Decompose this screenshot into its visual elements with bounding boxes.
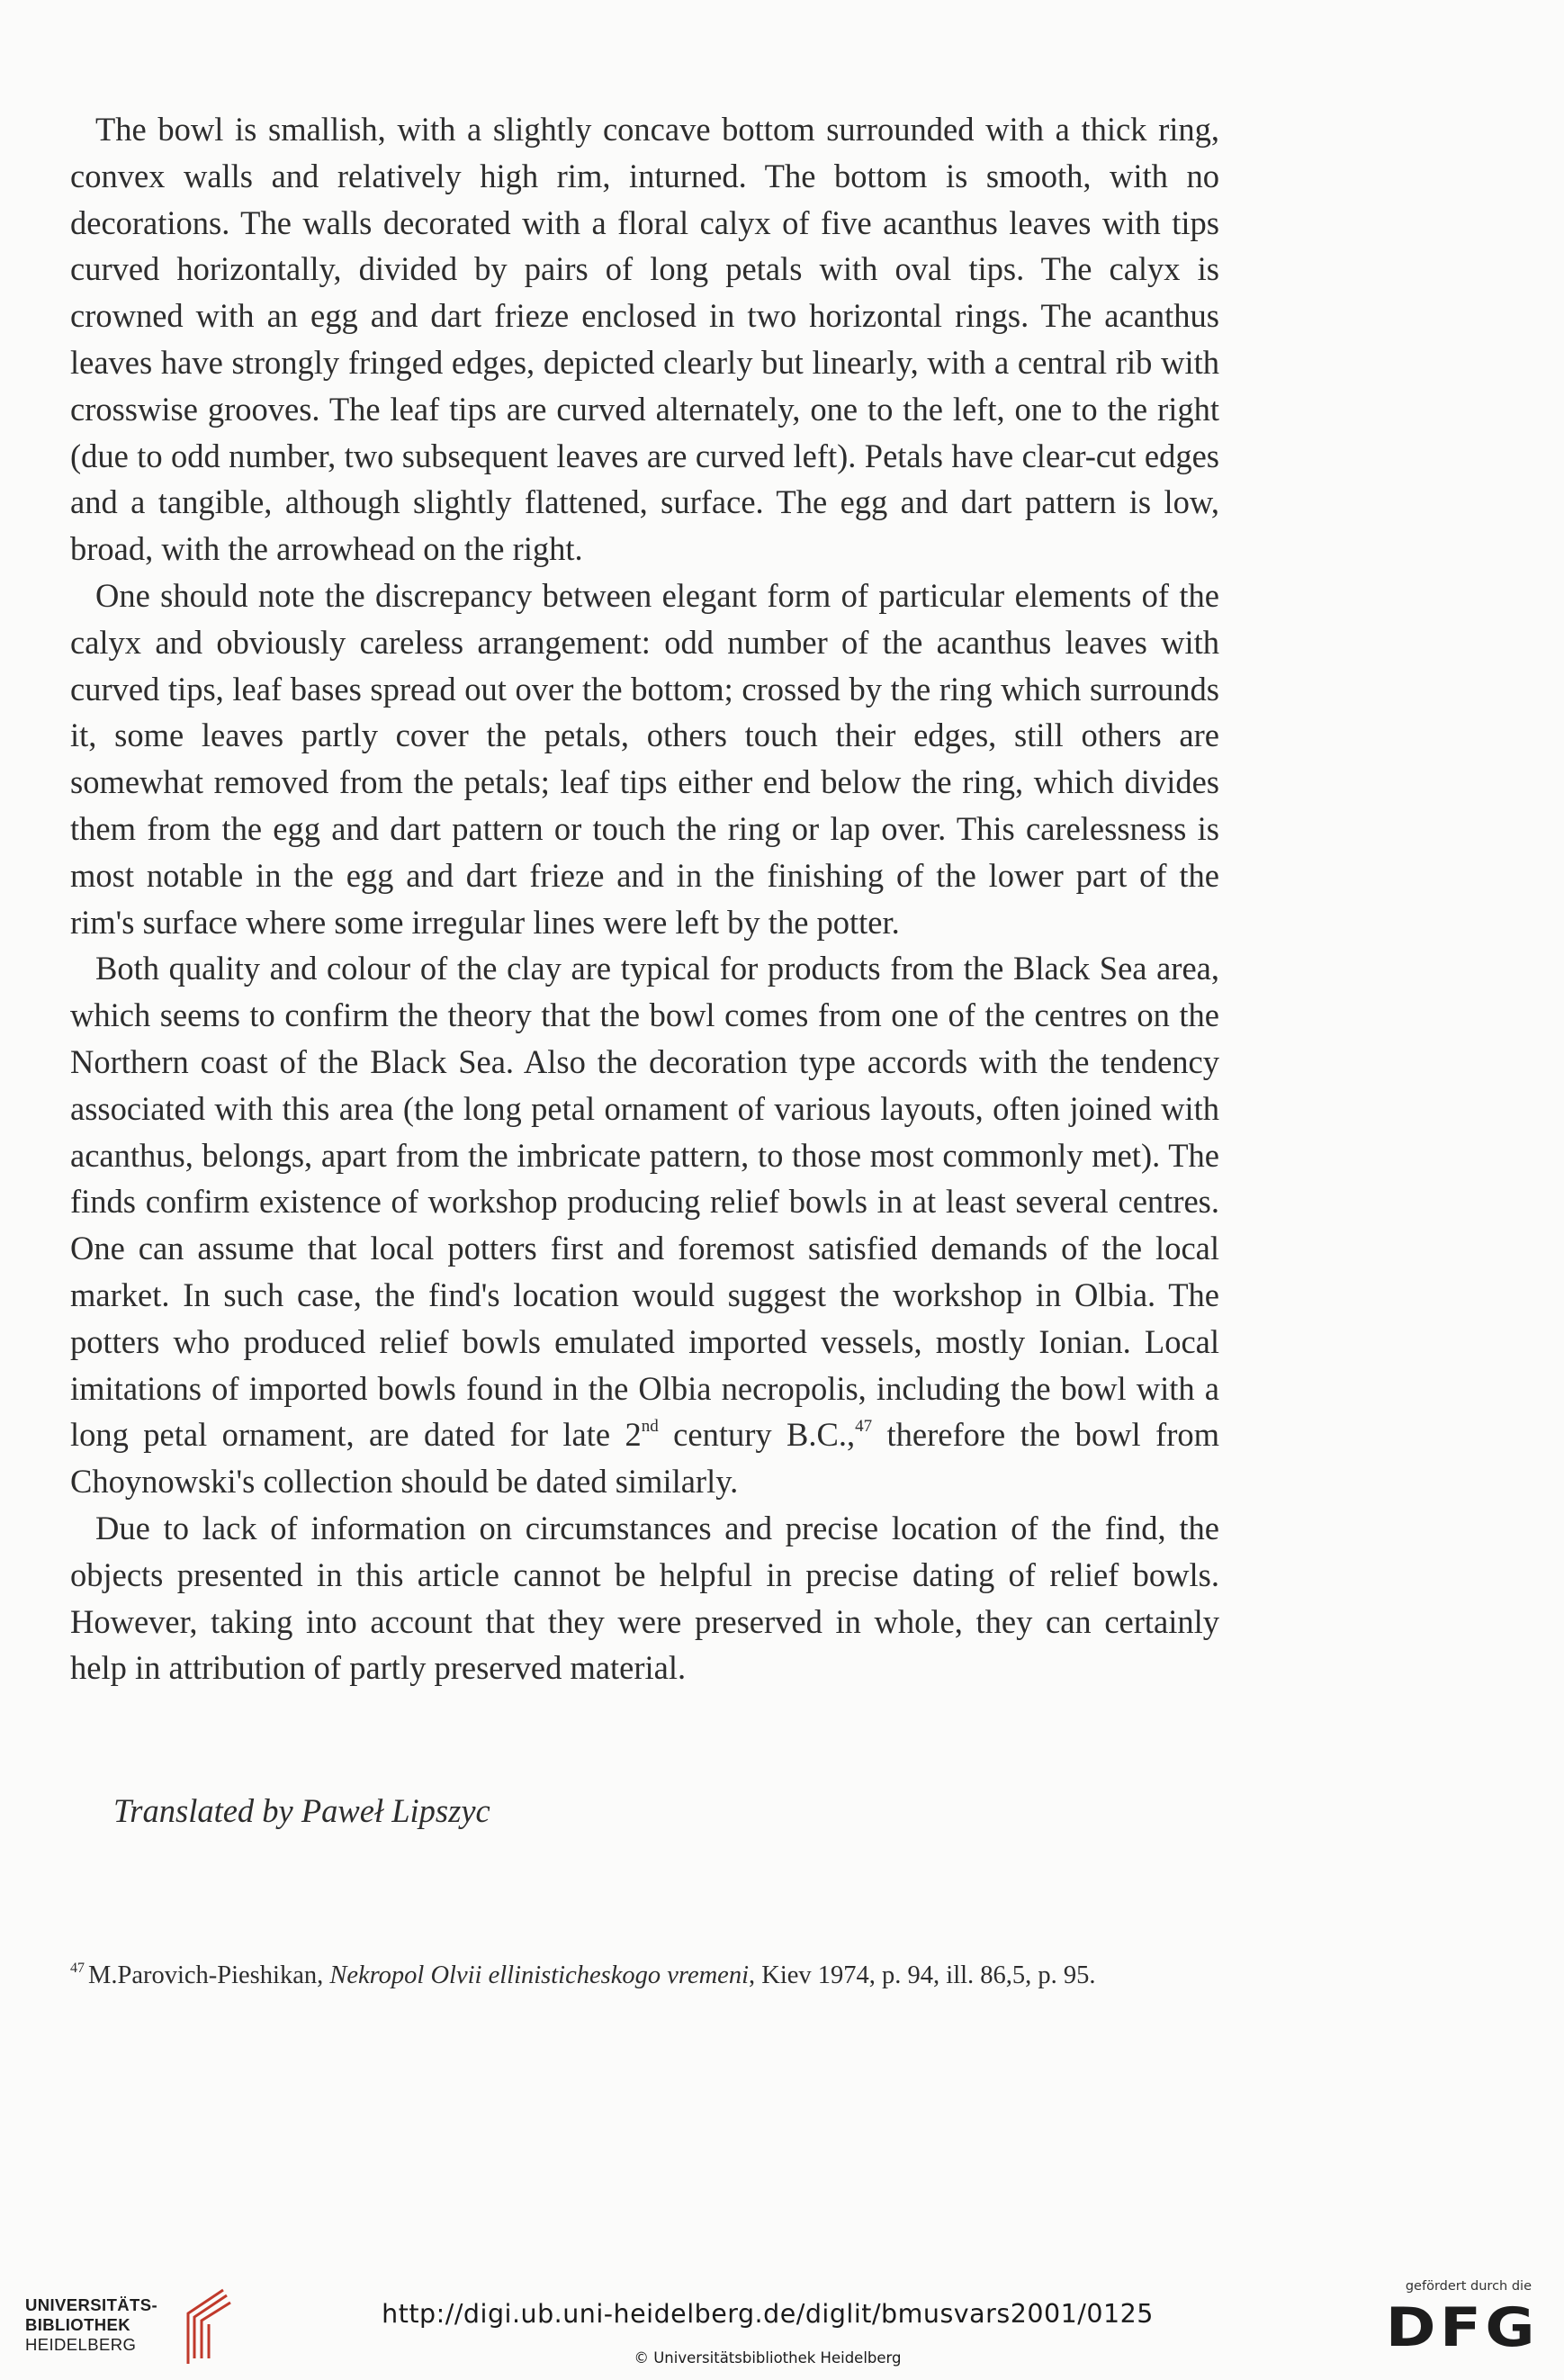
- page-footer: [0, 2272, 1564, 2380]
- copyright-notice: [0, 2349, 1564, 2366]
- footnote-title: Nekropol Olvii ellinisticheskogo vremeni: [329, 1961, 749, 1989]
- library-name-line-3: HEIDELBERG: [25, 2335, 137, 2354]
- paragraph-4: Due to lack of information on circumstances and precise location of the find, the objects presented in this article cannot be helpful in precise dating of relief bowls. However, taking into account that they were preserved in whole, they can certainly help in attribution of partly preserved material.: [70, 1509, 1219, 1687]
- paragraph-3-part-1: Both quality and colour of the clay are typical for products from the Black Sea area, which seems to confirm the theory that the bowl comes from one of the centres on the Northern coast of the Black Sea. Also the decoration type accords with the tendency associated with this area (the long petal ornament of various layouts, often joined with acanthus, belongs, apart from the imbricate pattern, to those most commonly met). The finds confirm existence of workshop producing relief bowls in at least several centres. One can assume that local potters first and foremost satisfied demands of the local market. In such case, the find's location would suggest the workshop in Olbia. The potters who produced relief bowls emulated imported vessels, mostly Ionian. Local imitations of imported bowls found in the Olbia necropolis, including the bowl with a long petal ornament, are dated for late 2: [70, 950, 1219, 1454]
- ordinal-suffix: nd: [641, 1417, 659, 1437]
- footnote-number: 47: [70, 1961, 85, 1976]
- permalink-text[interactable]: http://digi.ub.uni-heidelberg.de/diglit/bmusvars2001/0125: [382, 2299, 1154, 2329]
- footnote-reference[interactable]: 47: [855, 1417, 873, 1437]
- copyright-text: © Universitätsbibliothek Heidelberg: [634, 2349, 902, 2366]
- article-body: [70, 106, 1219, 1691]
- library-name-line-1: UNIVERSITÄTS-: [25, 2295, 158, 2314]
- paragraph-3-part-3: therefore the bowl from Choynowski's collection should be dated similarly.: [70, 1416, 1220, 1501]
- footnote-47: [70, 1961, 1219, 1990]
- paragraph-3-part-2: century B.C.,: [658, 1416, 856, 1454]
- permalink[interactable]: [0, 2299, 1564, 2329]
- translator-credit: Translated by Paweł Lipszyc: [113, 1792, 490, 1829]
- paragraph-1: The bowl is smallish, with a slightly concave bottom surrounded with a thick ring, convex walls and relatively high rim, inturned. The bottom is smooth, with no decorations. The walls decorated with a floral calyx of five acanthus leaves with tips curved horizontally, divided by pairs of long petals with oval tips. The calyx is crowned with an egg and dart frieze enclosed in two horizontal rings. The acanthus leaves have strongly fringed edges, depicted clearly but linearly, with a central rib with crosswise grooves. The leaf tips are curved alternately, one to the left, one to the right (due to odd number, two subsequent leaves are curved left). Petals have clear-cut edges and a tangible, although slightly flattened, surface. The egg and dart pattern is low, broad, with the arrowhead on the right.: [70, 111, 1219, 568]
- funding-note: gefördert durch die: [1405, 2279, 1532, 2294]
- library-name-line-2: BIBLIOTHEK: [25, 2315, 131, 2334]
- paragraph-3: [70, 945, 1219, 1505]
- paragraph-2: One should note the discrepancy between elegant form of particular elements of the calyx and obviously careless arrangement: odd number of the acanthus leaves with curved tips, leaf bases spread out over the bottom; crossed by the ring which surrounds it, some leaves partly cover the petals, others touch their edges, still others are somewhat removed from the petals; leaf tips either end below the ring, which divides them from the egg and dart pattern or touch the ring or lap over. This carelessness is most notable in the egg and dart frieze and in the finishing of the lower part of the rim's surface where some irregular lines were left by the potter.: [70, 576, 1219, 941]
- funder-block[interactable]: [1386, 2279, 1539, 2369]
- dfg-logo: DFG: [1385, 2296, 1539, 2359]
- footnote-author: M.Parovich-Pieshikan,: [88, 1961, 330, 1989]
- footnote-citation: , Kiev 1974, p. 94, ill. 86,5, p. 95.: [749, 1961, 1096, 1989]
